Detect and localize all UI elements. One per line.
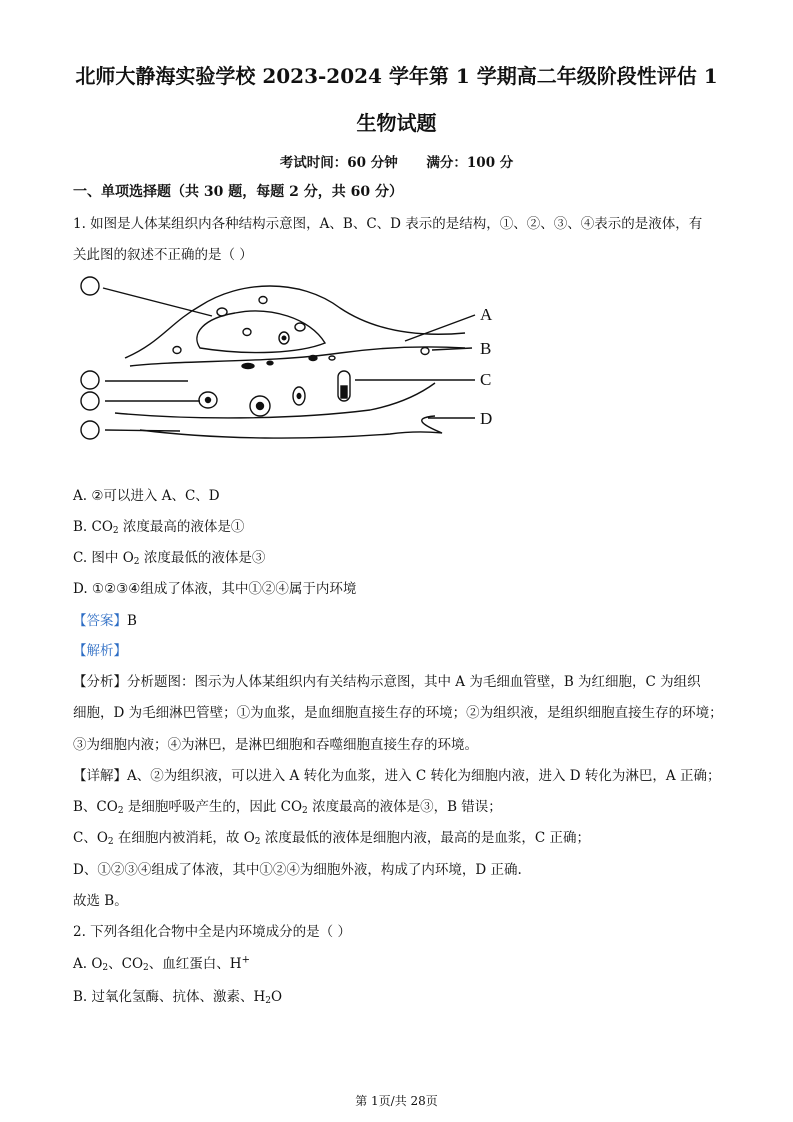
lymph-vessel-lower-wall — [140, 416, 442, 438]
q1-stem-line1: 1. 如图是人体某组织内各种结构示意图，A、B、C、D 表示的是结构，①、②、③、④表示的是液体，有 — [73, 216, 703, 232]
detail-text: C、O — [73, 830, 108, 846]
q1-option-d: D. ①②③④组成了体液，其中①②④属于内环境 — [73, 581, 357, 597]
label-c-group — [355, 370, 491, 389]
q1-stem-line2: 关此图的叙述不正确的是（ ） — [73, 247, 253, 263]
q2-option-b-sub: 2 — [265, 996, 272, 1006]
exam-meta — [0, 151, 793, 171]
q2-option-b-text: B. 过氧化氢酶、抗体、激素、H — [73, 989, 266, 1005]
platelet — [309, 356, 317, 361]
q1-option-c-text: C. 图中 O — [73, 550, 134, 566]
detail-sub: 2 — [117, 806, 124, 816]
detail-text: 浓度最低的液体是细胞内液，最高的是血浆，C 正确； — [260, 830, 590, 846]
analysis-line: ③为细胞内液；④为淋巴，是淋巴细胞和吞噬细胞直接生存的环境。 — [73, 737, 478, 753]
q1-option-a: A. ②可以进入 A、C、D — [73, 488, 220, 504]
q1-option-b-text: B. CO — [73, 519, 113, 535]
page-footer: 第 1页/共 28页 — [355, 1094, 438, 1108]
detail-text: 浓度最高的液体是③，B 错误； — [307, 799, 502, 815]
q1-option-b-text: 浓度最高的液体是① — [118, 519, 245, 535]
label-c: C — [480, 370, 492, 389]
conclusion: 故选 B。 — [73, 893, 128, 909]
q2-option-b — [73, 985, 282, 1005]
tissue-cell-c-nucleus — [341, 386, 347, 398]
q2-option-a-sup: + — [241, 954, 250, 966]
platelet — [242, 364, 254, 369]
label-b-group — [432, 339, 491, 358]
tissue-cell-nucleus — [206, 398, 211, 403]
analysis-line: 【分析】分析题图：图示为人体某组织内有关结构示意图，其中 A 为毛细血管壁，B 为红细胞，C 为组织 — [73, 674, 701, 690]
label-a: A — [480, 305, 493, 324]
tissue-cell-nucleus — [257, 403, 264, 410]
blood-cell-cluster-outline — [197, 311, 325, 353]
platelet — [267, 361, 273, 365]
tissue-structure-diagram — [70, 268, 510, 448]
q1-option-b — [73, 515, 244, 535]
label-3-circle — [81, 392, 99, 410]
platelet — [329, 356, 335, 360]
red-blood-cell — [217, 308, 227, 316]
q2-option-a-sub: 2 — [143, 963, 149, 973]
exam-time: 考试时间：60 分钟 — [279, 155, 398, 171]
detail-line — [73, 795, 502, 815]
label-3-group — [81, 392, 200, 410]
red-blood-cell — [295, 323, 305, 331]
label-d-group — [428, 409, 492, 428]
analysis-line: 细胞，D 为毛细淋巴管壁；①为血浆，是血细胞直接生存的环境；②为组织液，是组织细胞直接生存的环境； — [73, 705, 723, 721]
white-blood-cell-nucleus — [282, 336, 286, 340]
q2-stem: 2. 下列各组化合物中全是内环境成分的是（ ） — [73, 924, 351, 940]
tissue-cell-nucleus — [297, 394, 301, 399]
page-title-line1: 北师大静海实验学校 2023-2024 学年第 1 学期高二年级阶段性评估 1 — [75, 64, 718, 88]
detail-sub: 2 — [302, 806, 308, 816]
red-blood-cell — [243, 329, 251, 336]
q2-option-a — [73, 952, 250, 972]
q2-option-a-text: 、血红蛋白、H — [148, 956, 242, 972]
q1-option-c-text: 浓度最低的液体是③ — [139, 550, 266, 566]
detail-text: 在细胞内被消耗，故 O — [113, 830, 255, 846]
page-title-line2: 生物试题 — [356, 111, 437, 135]
answer-value: B — [127, 613, 137, 629]
label-a-group — [405, 305, 493, 341]
q2-option-a-sub: 2 — [102, 963, 109, 973]
label-b-leader — [432, 348, 472, 350]
detail-line: 【详解】A、②为组织液，可以进入 A 转化为血浆，进入 C 转化为细胞内液，进入 D 转化为淋巴，A 正确； — [73, 768, 721, 784]
label-1-circle — [81, 277, 99, 295]
red-blood-cell — [173, 347, 181, 354]
q2-option-a-text: A. O — [73, 956, 103, 972]
label-b: B — [480, 339, 492, 358]
q1-option-b-sub: 2 — [112, 526, 119, 536]
exam-score: 满分：100 分 — [426, 155, 514, 171]
q1-answer — [73, 609, 137, 629]
label-4-circle — [81, 421, 99, 439]
q2-option-b-text: O — [271, 989, 283, 1005]
detail-sub: 2 — [107, 837, 114, 847]
label-1-leader — [103, 288, 212, 316]
q1-option-c-sub: 2 — [133, 557, 140, 567]
red-blood-cell — [259, 297, 267, 304]
red-blood-cell-b — [421, 348, 429, 355]
label-4-group — [81, 421, 180, 439]
q1-option-c — [73, 546, 265, 566]
label-a-leader — [405, 315, 475, 341]
answer-tag: 【答案】 — [73, 613, 127, 629]
q2-option-a-text: 、CO — [108, 956, 144, 972]
label-2-group — [81, 371, 188, 389]
detail-sub: 2 — [254, 837, 261, 847]
label-2-circle — [81, 371, 99, 389]
label-d: D — [480, 409, 493, 428]
detail-line — [73, 826, 590, 846]
detail-text: 是细胞呼吸产生的，因此 CO — [123, 799, 303, 815]
detail-line: D、①②③④组成了体液，其中①②④为细胞外液，构成了内环境，D 正确. — [73, 862, 522, 878]
analysis-tag: 【解析】 — [73, 643, 127, 659]
section-heading: 一、单项选择题（共 30 题，每题 2 分，共 60 分） — [73, 184, 403, 200]
detail-text: B、CO — [73, 799, 118, 815]
